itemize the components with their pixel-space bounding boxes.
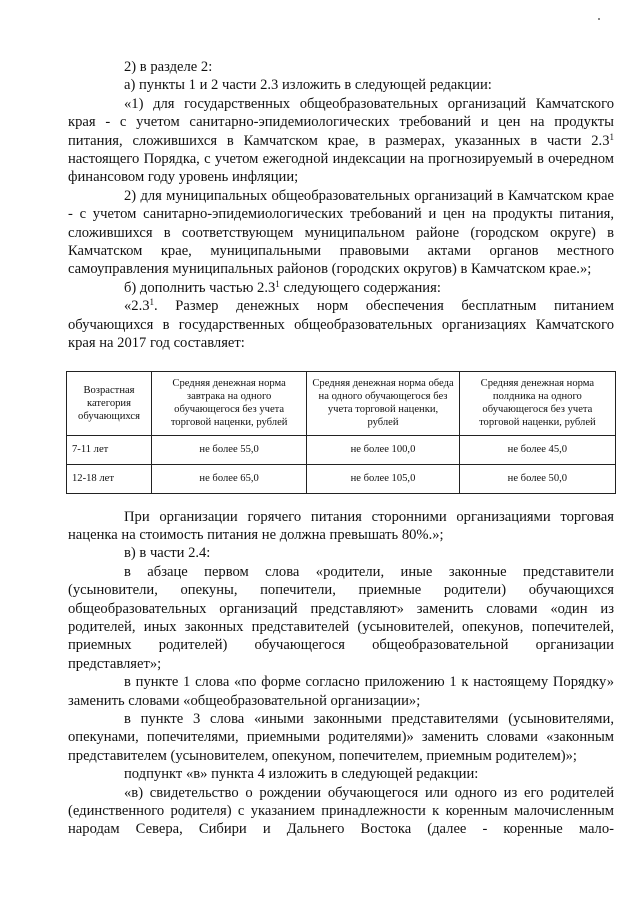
table-cell: не более 45,0 [459,435,615,464]
paragraph-text: следующего содержания: [279,279,441,296]
table-row [67,464,616,493]
paragraph [68,95,614,187]
superscript: 1 [275,278,280,289]
scan-speck [598,18,600,20]
table-row [67,435,616,464]
table-header-cell: Средняя денежная норма завтрака на одного обучающегося без учета торговой наценки, рублей [152,371,307,435]
superscript: 1 [149,297,155,308]
paragraph: в абзаце первом слова «родители, иные законные представители (усыновители, опекуны, попечители, приемные родители) обучающихся общеобразовательных организаций представляют» заменить словами «один из родителей, иных законных представителей (усыновителей, опекунов, попечителей, приемных родителей) обучающегося общеобразовательной организации представляет»; [68,563,614,672]
paragraph: в пункте 1 слова «по форме согласно приложению 1 к настоящему Порядку» заменить словами «общеобразовательной организации»; [68,674,614,709]
document-body [68,58,614,839]
paragraph: 2) для муниципальных общеобразовательных организаций в Камчатском крае - с учетом санитарно-эпидемиологических требований и цен на продукты питания, сложившихся в соответствующем муниципальном районе (городском округе) в Камчатском крае, муниципальными правовыми актами органов местного самоуправления муниципальных районов (городских округов) в Камчатском крае.»; [68,187,614,278]
paragraph: в пункте 3 слова «иными законными представителями (усыновителями, опекунами, попечителями, приемными родителями)» заменить словами «законным представителем (усыновителем, опекуном, попечителем, приемным родителем)»; [68,710,614,764]
table-header-cell: Возрастная категория обучающихся [67,371,152,435]
table-header-cell: Средняя денежная норма полдника на одного обучающегося без учета торговой наценки, рублей [459,371,615,435]
paragraph-text: . Размер денежных норм обеспечения бесплатным питанием обучающихся в государственных общеобразовательных организациях Камчатского края на 2017 год составляет: [68,298,614,352]
nutrition-norms-table [66,371,616,494]
paragraph: а) пункты 1 и 2 части 2.3 изложить в следующей редакции: [124,77,492,94]
paragraph-text: настоящего Порядка, с учетом ежегодной индексации на прогнозируемый в очередном финансовом году уровень инфляции; [68,151,614,186]
paragraph: «в) свидетельство о рождении обучающегося или одного из его родителей (единственного родителя) с указанием принадлежности к коренным малочисленным народам Севера, Сибири и Дальнего Востока (далее - коренные мало- [68,784,614,838]
paragraph [68,279,614,297]
table-cell: 7-11 лет [67,435,152,464]
paragraph: 2) в разделе 2: [124,59,213,75]
paragraph-text: б) дополнить частью 2.3 [124,279,276,296]
table-cell: не более 55,0 [152,435,307,464]
superscript: 1 [609,131,614,142]
table-header-row [67,371,616,435]
paragraph: подпункт «в» пункта 4 изложить в следующей редакции: [124,766,479,783]
table-cell: не более 100,0 [307,435,460,464]
paragraph [68,297,614,352]
paragraph: в) в части 2.4: [124,545,211,562]
table-cell: не более 65,0 [152,464,307,493]
table-header-cell: Средняя денежная норма обеда на одного обучающегося без учета торговой наценки, рублей [307,371,460,435]
spacer [68,494,614,508]
paragraph: При организации горячего питания сторонними организациями торговая наценка на стоимость питания не должна превышать 80%.»; [68,508,614,543]
table-cell: 12-18 лет [67,464,152,493]
table-cell: не более 50,0 [459,464,615,493]
table-cell: не более 105,0 [307,464,460,493]
paragraph-text: «2.3 [124,298,150,315]
paragraph-text: «1) для государственных общеобразовательных организаций Камчатского края - с учетом санитарно-эпидемиологических требований и цен на продукты питания, сложившихся в Камчатском крае, в размерах, указанных в части 2.3 [68,95,614,149]
